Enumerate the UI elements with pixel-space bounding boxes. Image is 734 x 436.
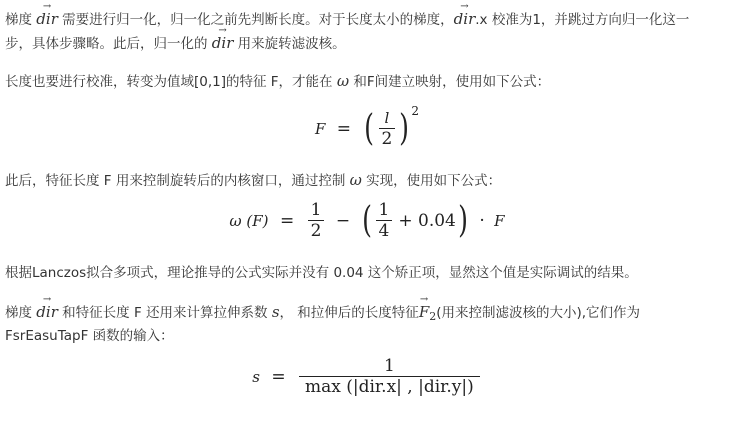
fraction-quarter — [376, 200, 393, 241]
fraction — [379, 108, 396, 149]
text: 此后，特征长度 F 用来控制旋转后的内核窗口，通过控制 — [5, 173, 350, 189]
formula-lhs: F — [314, 119, 326, 138]
vector-label: dir — [36, 303, 58, 321]
formula-s — [0, 356, 734, 397]
text: 需要进行归一化，归一化之前先判断长度。对于长度太小的梯度， — [57, 12, 454, 28]
paragraph-1-line-2 — [5, 25, 346, 54]
text: .x 校准为1，并跳过方向归一化这一 — [475, 12, 690, 28]
vector-label: dir — [211, 34, 234, 52]
vector-arrow-icon: → — [218, 25, 227, 36]
paragraph-3 — [5, 170, 501, 191]
formula-lhs: s — [252, 367, 260, 386]
s-symbol: s — [271, 303, 280, 321]
formula-F — [0, 104, 734, 149]
fraction-half — [308, 200, 325, 241]
fraction — [299, 356, 480, 397]
paragraph-5-line-1 — [5, 294, 641, 327]
text: 和F间建立映射，使用如下公式： — [349, 74, 551, 90]
text: (用来控制滤波核的大小),它们作为 — [436, 305, 641, 321]
dot-operator: · — [479, 210, 485, 231]
equals-sign: = — [271, 366, 286, 387]
left-paren: ( — [364, 107, 375, 149]
denominator: 4 — [376, 220, 393, 241]
exponent: 2 — [411, 104, 420, 118]
text: 和特征长度 F 还用来计算拉伸系数 — [57, 305, 272, 321]
text: 长度也要进行校准，转变为值域[0,1]的特征 F，才能在 — [5, 74, 337, 90]
denominator: 2 — [379, 128, 396, 149]
text: 根据Lanczos拟合多项式，理论推导的公式实际并没有 0.04 这个矫正项，显然这个值是实际调试的结果。 — [5, 265, 638, 281]
plus-term: + 0.04 — [398, 210, 456, 231]
vector-label: F — [418, 303, 430, 321]
left-paren: ( — [361, 199, 372, 241]
equals-sign: = — [336, 118, 352, 139]
equals-sign: = — [279, 210, 295, 231]
paragraph-4 — [5, 263, 638, 283]
right-paren: ) — [457, 199, 468, 241]
dir-vector — [211, 25, 234, 53]
formula-lhs: ω (F) — [229, 211, 269, 230]
vector-arrow-icon: → — [42, 294, 52, 305]
numerator: 1 — [310, 200, 322, 220]
vector-arrow-icon: → — [419, 294, 429, 305]
paragraph-5-line-2 — [5, 326, 174, 346]
minus-sign: − — [335, 210, 351, 231]
vector-label: dir — [453, 10, 476, 28]
subscript: 2 — [429, 310, 437, 323]
denominator: max (|dir.x| , |dir.y|) — [299, 376, 480, 397]
paragraph-1-line-1 — [5, 1, 690, 30]
text: 实现，使用如下公式： — [361, 173, 502, 189]
text: 用来旋转滤波核。 — [233, 36, 346, 52]
text: 步，具体步骤略。此后，归一化的 — [5, 36, 212, 52]
text: 梯度 — [5, 305, 37, 321]
vector-arrow-icon: → — [460, 1, 469, 12]
numerator: 1 — [378, 200, 390, 220]
paragraph-2 — [5, 71, 550, 92]
denominator: 2 — [308, 220, 325, 241]
dir-vector — [453, 1, 476, 29]
dir-vector — [36, 1, 58, 29]
right-paren: ) — [399, 107, 410, 149]
dir-vector — [36, 294, 58, 322]
text: 梯度 — [5, 12, 37, 28]
omega-symbol: ω — [336, 72, 350, 90]
formula-rhs: F — [494, 211, 505, 230]
numerator: 1 — [383, 356, 395, 376]
omega-symbol: ω — [349, 171, 362, 189]
F2-vector — [418, 294, 430, 322]
vector-label: dir — [36, 10, 58, 28]
numerator: l — [384, 109, 390, 127]
vector-arrow-icon: → — [42, 1, 52, 12]
formula-omega — [0, 200, 734, 241]
text: FsrEasuTapF 函数的输入： — [5, 328, 174, 344]
text: ， 和拉伸后的长度特征 — [279, 305, 419, 321]
